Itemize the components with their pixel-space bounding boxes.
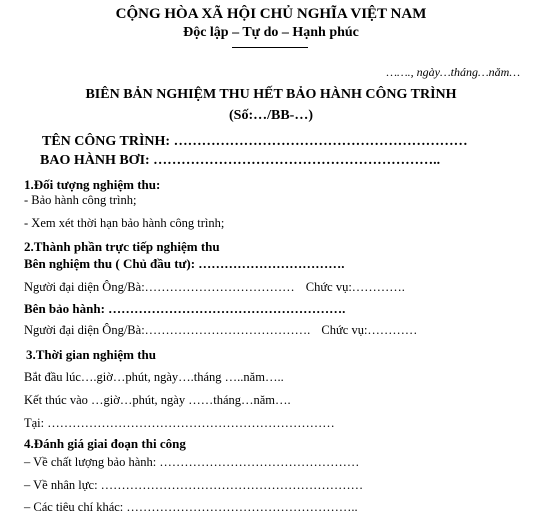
quality-assessment: – Về chất lượng bảo hành: ………………………………………… [24, 455, 360, 469]
document-number: (Số:…/BB-…) [229, 108, 313, 123]
section2-heading: 2.Thành phần trực tiếp nghiệm thu [24, 239, 220, 254]
document-title: BIÊN BẢN NGHIỆM THU HẾT BẢO HÀNH CÔNG TRÌNH [85, 87, 457, 102]
section1-heading: 1.Đối tượng nghiệm thu: [24, 177, 161, 192]
personnel-assessment: – Về nhân lực: ……………………………………………………… [24, 478, 364, 492]
start-time: Bắt đầu lúc….giờ…phút, ngày….tháng …..năm….. [24, 370, 284, 384]
motto-underline [232, 47, 308, 48]
owner-label: Bên nghiệm thu ( Chủ đầu tư): ……………………………. [24, 256, 345, 271]
warrantor-position-text: Chức vụ:………… [321, 323, 418, 337]
national-title: CỘNG HÒA XÃ HỘI CHỦ NGHĨA VIỆT NAM [115, 6, 427, 22]
owner-representative [24, 281, 405, 294]
national-motto: Độc lập – Tự do – Hạnh phúc [183, 25, 359, 40]
warrantor-representative [24, 324, 417, 337]
owner-rep-text: Người đại diện Ông/Bà:……………………………… [24, 280, 295, 294]
section1-item2: - Xem xét thời hạn bảo hành công trình; [24, 216, 225, 230]
section4-heading: 4.Đánh giá giai đoạn thi công [24, 436, 186, 451]
section3-heading: 3.Thời gian nghiệm thu [26, 347, 157, 362]
end-time: Kết thúc vào …giờ…phút, ngày ……tháng…năm…. [24, 393, 291, 407]
project-name-field: TÊN CÔNG TRÌNH: ……………………………………………………… [42, 134, 468, 149]
other-criteria: – Các tiêu chí khác: ……………………………………………….. [24, 500, 358, 514]
inspection-place: Tại: …………………………………………………………… [24, 416, 335, 430]
owner-position-text: Chức vụ:…………. [305, 280, 405, 294]
section1-item1: - Bảo hành công trình; [24, 193, 137, 207]
warranty-place-field: BAO HÀNH BƠI: …………………………………………………….. [40, 153, 441, 168]
warrantor-rep-text: Người đại diện Ông/Bà:…………………………………. [24, 323, 311, 337]
warrantor-label: Bên bảo hành: ………………………………………………. [24, 301, 346, 316]
date-line: ……., ngày…tháng…năm… [386, 65, 520, 79]
